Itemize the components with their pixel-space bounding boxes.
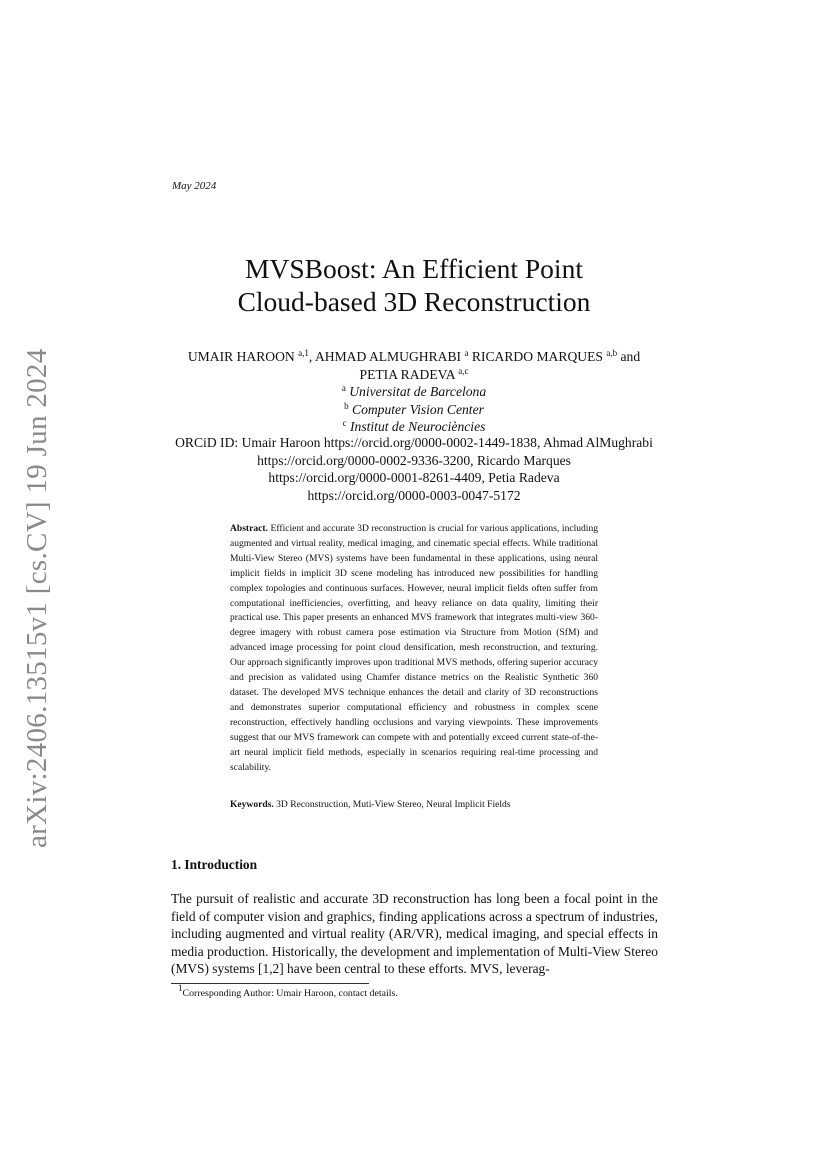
keywords-label: Keywords. — [230, 799, 274, 810]
orcid-line: https://orcid.org/0000-0001-8261-4409, Petia Radeva — [268, 470, 560, 485]
affiliation-name: Computer Vision Center — [352, 401, 484, 417]
author-affiliation-mark: a,b — [606, 348, 618, 358]
section-heading-introduction: 1. Introduction — [171, 857, 258, 872]
author-name: PETIA RADEVA — [359, 366, 455, 382]
footnote-mark: 1 — [178, 983, 183, 993]
affiliation-mark: a — [341, 383, 346, 393]
footnote — [178, 983, 398, 1001]
keywords — [230, 798, 598, 812]
footnote-rule — [171, 983, 369, 984]
paper-title — [170, 252, 658, 318]
abstract-label: Abstract. — [230, 523, 268, 534]
title-line-2: Cloud-based 3D Reconstruction — [237, 286, 591, 317]
orcid-line: ORCiD ID: Umair Haroon https://orcid.org/0000-0002-1449-1838, Ahmad AlMughrabi — [175, 435, 653, 450]
arxiv-identifier: arXiv:2406.13515v1 [cs.CV] 19 Jun 2024 — [21, 348, 53, 848]
author-line-2 — [170, 366, 658, 384]
orcid-line: https://orcid.org/0000-0002-9336-3200, Ricardo Marques — [257, 452, 571, 468]
abstract-text: Efficient and accurate 3D reconstruction is crucial for various applications, including augmented and virtual reality, medical imaging, and cinematic special effects. While traditional Multi-View Stereo (MVS) systems have been fundamental in these applications, using neural implicit fields in implicit 3D scene modeling has introduced new possibilities for handling complex topologies and continuous surfaces. However, neural implicit fields often suffer from computational inefficiencies, overfitting, and heavy reliance on data quality, limiting their practical use. This paper presents an enhanced MVS framework that integrates multi-view 360-degree imagery with robust camera pose estimation via Structure from Motion (SfM) and advanced image processing for point cloud densification, mesh reconstruction, and texturing. Our approach significantly improves upon traditional MVS methods, offering superior accuracy and precision as validated using Chamfer distance metrics on the Realistic Synthetic 360 dataset. The developed MVS technique enhances the detail and clarity of 3D reconstructions and demonstrates superior computational efficiency and robustness in complex scene reconstruction, effectively handling occlusions and varying viewpoints. These improvements suggest that our MVS framework can compete with and potentially exceed current state-of-the-art neural implicit field methods, especially in scenarios requiring real-time processing and scalability. — [230, 523, 598, 773]
author-list — [170, 348, 658, 383]
keywords-text: 3D Reconstruction, Muti-View Stereo, Neural Implicit Fields — [276, 799, 511, 810]
author-name: AHMAD ALMUGHRABI — [314, 349, 462, 364]
title-line-1: MVSBoost: An Efficient Point — [245, 253, 583, 284]
orcid-line: https://orcid.org/0000-0003-0047-5172 — [307, 487, 521, 503]
author-line-1: UMAIR HAROON $^{a,1}$, AHMAD ALMUGHRABI $^a$ RICARDO MARQUES $^{a,b}$ and — [187, 348, 641, 364]
orcid-block — [150, 434, 678, 504]
affiliation-mark: c — [342, 418, 347, 428]
affiliation-mark: b — [344, 400, 349, 411]
author-conjunction: and — [620, 349, 641, 364]
author-name: RICARDO MARQUES — [471, 349, 603, 364]
affiliation — [170, 418, 658, 436]
author-name: UMAIR HAROON — [187, 349, 295, 364]
author-affiliation-mark: a,1 — [298, 348, 309, 358]
introduction-paragraph: The pursuit of realistic and accurate 3D reconstruction has long been a focal point in the field of computer vision and graphics, finding applications across a spectrum of industries, including augmented and virtual reality (AR/VR), medical imaging, and special effects in media production. Historically, the development and implementation of Multi-View Stereo (MVS) systems [1,2] have been central to these efforts. MVS, leverag- — [171, 891, 658, 977]
abstract — [230, 522, 598, 775]
affiliation-name: Universitat de Barcelona — [349, 384, 487, 399]
affiliation — [170, 383, 658, 401]
footnote-text: Corresponding Author: Umair Haroon, contact details. — [182, 988, 398, 999]
author-affiliation-mark: a,c — [458, 365, 469, 376]
affiliation-name: Institut de Neurociències — [350, 419, 486, 434]
author-affiliation-mark: a — [464, 348, 469, 358]
publication-date: May 2024 — [172, 180, 217, 192]
affiliation — [170, 401, 658, 419]
